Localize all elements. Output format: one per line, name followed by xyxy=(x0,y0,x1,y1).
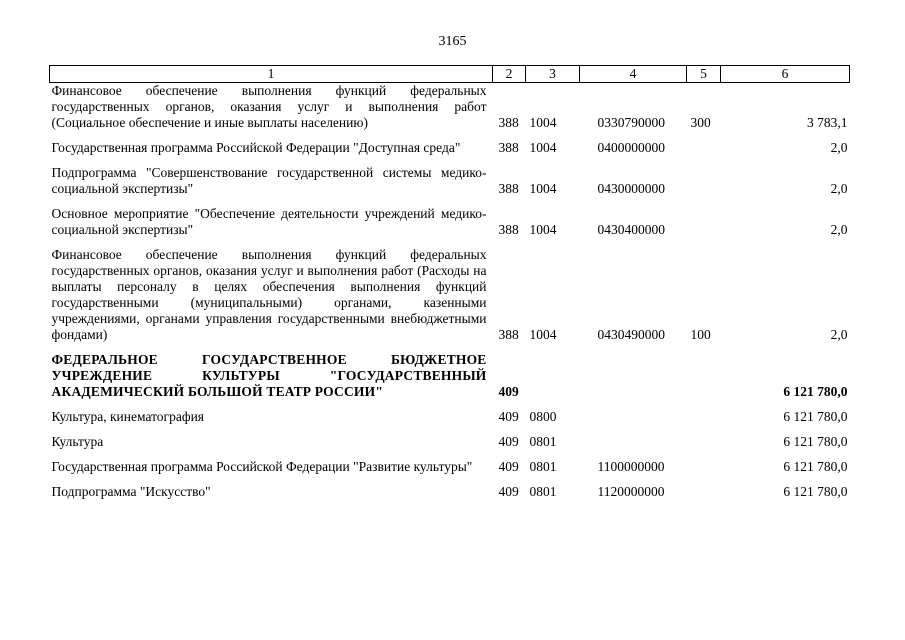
row-gr: 388 xyxy=(498,115,519,130)
row-csr: 0330790000 xyxy=(597,115,665,130)
table-row xyxy=(50,206,850,247)
row-gr: 388 xyxy=(498,222,519,237)
row-vr xyxy=(687,434,721,459)
row-name: Подпрограмма "Искусство" xyxy=(51,484,211,499)
row-sum: 6 121 780,0 xyxy=(783,434,848,449)
row-sum: 2,0 xyxy=(830,222,848,237)
row-name: Финансовое обеспечение выполнения функций федеральных государственных органов, оказания услуг и выполнения работ (Социальное обеспечение и иные выплаты населению) xyxy=(51,83,487,130)
row-rz: 1004 xyxy=(529,140,557,155)
row-vr xyxy=(687,409,721,434)
table-row xyxy=(50,409,850,434)
header-col-6: 6 xyxy=(721,66,850,83)
row-name: Культура xyxy=(51,434,104,449)
table-row xyxy=(50,140,850,165)
row-csr xyxy=(580,409,687,434)
row-vr xyxy=(687,459,721,484)
table-header-row xyxy=(50,66,850,83)
header-col-3: 3 xyxy=(526,66,580,83)
row-name: Подпрограмма "Совершенствование государственной системы медико-социальной экспертизы" xyxy=(51,165,487,196)
row-rz: 1004 xyxy=(529,115,557,130)
row-sum: 6 121 780,0 xyxy=(783,459,848,474)
row-rz: 1004 xyxy=(529,181,557,196)
row-csr: 1120000000 xyxy=(597,484,665,499)
table-row xyxy=(50,459,850,484)
table-row xyxy=(50,165,850,206)
row-sum: 3 783,1 xyxy=(807,115,848,130)
row-rz: 0801 xyxy=(529,459,557,474)
row-vr xyxy=(687,140,721,165)
table-row xyxy=(50,247,850,352)
row-rz: 0801 xyxy=(529,434,557,449)
row-gr: 409 xyxy=(498,384,519,399)
row-sum: 2,0 xyxy=(830,327,848,342)
row-csr: 0430490000 xyxy=(597,327,665,342)
header-col-5: 5 xyxy=(687,66,721,83)
row-name: Государственная программа Российской Федерации "Доступная среда" xyxy=(51,140,461,155)
table-row xyxy=(50,434,850,459)
table-row xyxy=(50,83,850,141)
row-vr: 300 xyxy=(690,115,711,130)
header-col-4: 4 xyxy=(580,66,687,83)
row-csr: 1100000000 xyxy=(597,459,665,474)
row-vr xyxy=(687,484,721,509)
table-row xyxy=(50,484,850,509)
row-csr: 0400000000 xyxy=(597,140,665,155)
row-csr: 0430400000 xyxy=(597,222,665,237)
row-gr: 388 xyxy=(498,327,519,342)
row-gr: 409 xyxy=(498,459,519,474)
row-name: Финансовое обеспечение выполнения функций федеральных государственных органов, оказания услуг и выполнения работ (Расходы на выплаты персоналу в целях обеспечения выполнения функций государственными (муниципальными) органами, казенными учреждениями, органами управления государственными внебюджетными фондами) xyxy=(51,247,487,342)
row-sum: 6 121 780,0 xyxy=(783,484,848,499)
row-gr: 409 xyxy=(498,434,519,449)
row-name: Основное мероприятие "Обеспечение деятельности учреждений медико-социальной экспертизы" xyxy=(51,206,487,237)
row-csr: 0430000000 xyxy=(597,181,665,196)
row-sum: 2,0 xyxy=(830,140,848,155)
row-rz: 1004 xyxy=(529,222,557,237)
row-gr: 409 xyxy=(498,484,519,499)
table-row-institution xyxy=(50,352,850,409)
header-col-2: 2 xyxy=(493,66,526,83)
row-gr: 388 xyxy=(498,140,519,155)
row-vr xyxy=(687,352,721,409)
row-rz: 0800 xyxy=(529,409,557,424)
row-sum: 6 121 780,0 xyxy=(783,384,848,399)
header-col-1: 1 xyxy=(50,66,493,83)
row-rz: 0801 xyxy=(529,484,557,499)
row-gr: 409 xyxy=(498,409,519,424)
row-name: ФЕДЕРАЛЬНОЕ ГОСУДАРСТВЕННОЕ БЮДЖЕТНОЕ УЧРЕЖДЕНИЕ КУЛЬТУРЫ "ГОСУДАРСТВЕННЫЙ АКАДЕМИЧЕСКИЙ БОЛЬШОЙ ТЕАТР РОССИИ" xyxy=(51,352,487,399)
row-rz: 1004 xyxy=(529,327,557,342)
budget-table xyxy=(49,65,850,509)
row-gr: 388 xyxy=(498,181,519,196)
row-rz xyxy=(526,352,580,409)
page-number: 3165 xyxy=(438,34,467,49)
row-sum: 6 121 780,0 xyxy=(783,409,848,424)
row-name: Культура, кинематография xyxy=(51,409,205,424)
row-vr xyxy=(687,206,721,247)
row-vr: 100 xyxy=(690,327,711,342)
row-csr xyxy=(580,434,687,459)
row-name: Государственная программа Российской Федерации "Развитие культуры" xyxy=(51,459,473,474)
row-sum: 2,0 xyxy=(830,181,848,196)
row-csr xyxy=(580,352,687,409)
row-vr xyxy=(687,165,721,206)
